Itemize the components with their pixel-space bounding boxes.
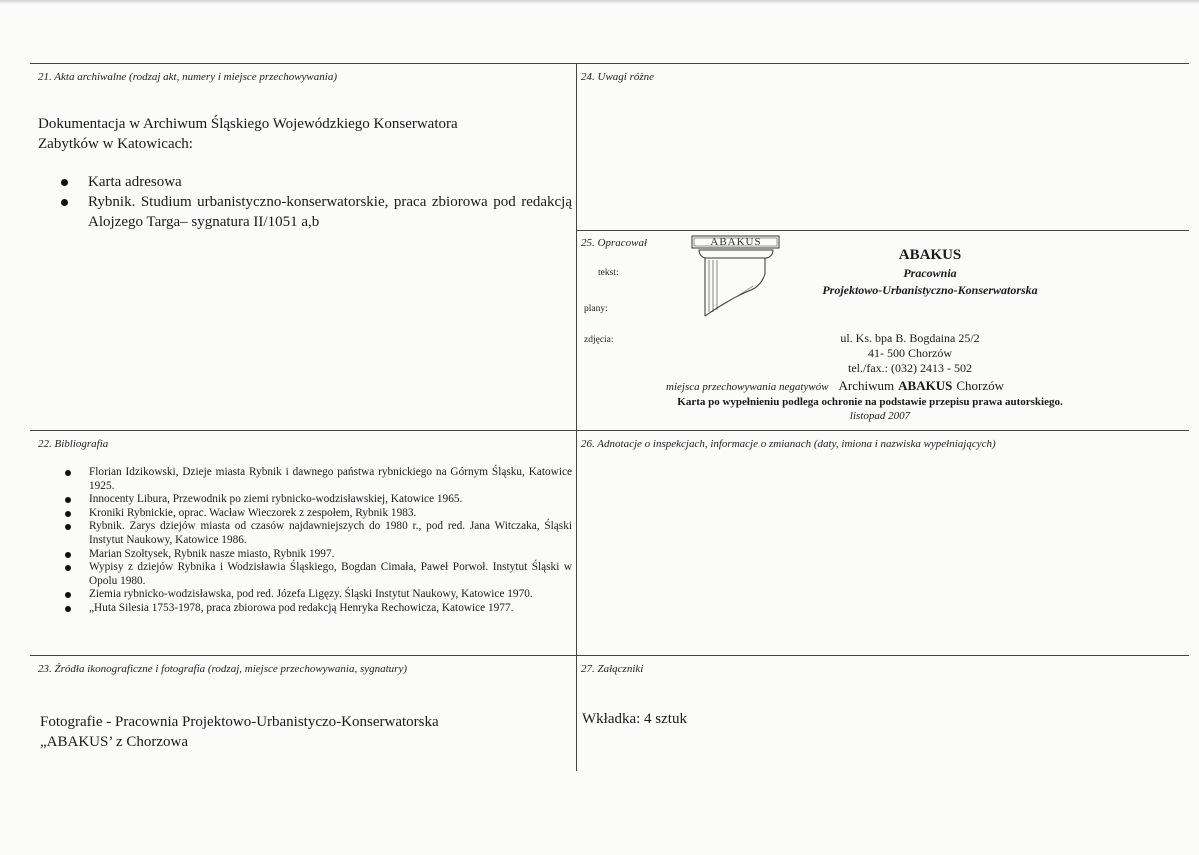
- org-name: ABAKUS: [898, 247, 962, 263]
- section-21-title: 21. Akta archiwalne (rodzaj akt, numery i miejsce przechowywania): [38, 71, 337, 83]
- bullet-icon: [65, 552, 71, 558]
- photo-sources-line-2: „ABAKUS’ z Chorzowa: [40, 734, 189, 750]
- list-item-text: Marian Szołtysek, Rybnik nasze miasto, Rybnik 1997.: [89, 547, 335, 560]
- list-item-text: Ziemia rybnicko-wodzisławska, pod red. Józefa Ligęzy. Śląski Instytut Naukowy, Katowice 1970.: [89, 588, 533, 601]
- section-23-title: 23. Źródła ikonograficzne i fotografia (rodzaj, miejsce przechowywania, sygnatury): [38, 663, 407, 675]
- section-26-title: 26. Adnotacje o inspekcjach, informacje o zmianach (daty, imiona i nazwiska wypełniających): [581, 438, 996, 450]
- section-27-title: 27. Załączniki: [581, 663, 644, 675]
- list-item-text: „Huta Silesia 1753-1978, praca zbiorowa pod redakcją Henryka Rechowicza, Katowice 1977.: [89, 601, 514, 614]
- list-item: [89, 548, 572, 562]
- list-item-text: Rybnik. Studium urbanistyczno-konserwatorskie, praca zbiorowa pod redakcją Alojzego Targa– sygnatura II/1051 a,b: [88, 194, 572, 230]
- rule-middle: [30, 430, 1189, 431]
- rule-lower: [30, 655, 1189, 656]
- label-tekst: tekst:: [598, 268, 619, 278]
- bullet-icon: [65, 524, 71, 530]
- section-21-list: [88, 172, 572, 232]
- label-plany: plany:: [584, 304, 608, 314]
- label-zdjecia: zdjęcia:: [584, 335, 614, 345]
- list-item-text: Florian Idzikowski, Dzieje miasta Rybnik i dawnego państwa rybnickiego na Górnym Śląsku, Katowice 1925.: [89, 466, 572, 492]
- list-item-text: Karta adresowa: [88, 174, 182, 190]
- bullet-icon: [65, 470, 71, 476]
- bibliography-list: [89, 466, 572, 616]
- list-item: [89, 588, 572, 602]
- rule-right-1: [576, 230, 1189, 231]
- photo-sources-line-1: Fotografie - Pracownia Projektowo-Urbanistyczo-Konserwatorska: [40, 714, 439, 730]
- section-24-title: 24. Uwagi różne: [581, 71, 655, 83]
- section-22-title: 22. Bibliografia: [38, 438, 109, 450]
- address-line-1: ul. Ks. bpa B. Bogdaina 25/2: [840, 331, 980, 345]
- negatives-label: miejsca przechowywania negatywów: [666, 381, 829, 393]
- list-item: [89, 561, 572, 588]
- address-line-3: tel./fax.: (032) 2413 - 502: [848, 361, 972, 375]
- list-item-text: Kroniki Rybnickie, oprac. Wacław Wieczorek z zespołem, Rybnik 1983.: [89, 506, 417, 519]
- bullet-icon: [65, 565, 71, 571]
- negatives-archive-city: Chorzów: [956, 378, 1005, 393]
- negatives-line: [666, 377, 1106, 395]
- section-25-title: 25. Opracował: [581, 237, 647, 249]
- list-item: [88, 192, 572, 232]
- copyright-note: Karta po wypełnieniu podlega ochronie na podstawie przepisu prawa autorskiego.: [677, 396, 1063, 408]
- list-item: [88, 172, 572, 192]
- rule-center: [576, 63, 577, 771]
- address-line-2: 41- 500 Chorzów: [868, 346, 952, 360]
- bullet-icon: [65, 606, 71, 612]
- negatives-archive: Archiwum: [838, 378, 895, 393]
- negatives-archive-name: ABAKUS: [898, 378, 953, 393]
- org-subtitle-1: Pracownia: [903, 266, 957, 280]
- bullet-icon: [65, 592, 71, 598]
- rule-top: [30, 63, 1189, 64]
- bullet-icon: [65, 497, 71, 503]
- logo-text: ABAKUS: [710, 236, 762, 248]
- org-subtitle-2: Projektowo-Urbanistyczno-Konserwatorska: [822, 283, 1038, 297]
- list-item: [89, 507, 572, 521]
- list-item: [89, 493, 572, 507]
- bullet-icon: [61, 179, 68, 186]
- attachments-value: Wkładka: 4 sztuk: [582, 711, 687, 727]
- bullet-icon: [65, 511, 71, 517]
- date-note: listopad 2007: [849, 410, 911, 422]
- list-item: [89, 602, 572, 616]
- list-item: [89, 466, 572, 493]
- list-item-text: Wypisy z dziejów Rybnika i Wodzisławia Śląskiego, Bogdan Cimała, Paweł Porwoł. Instytut Śląski w Opolu 1980.: [89, 561, 572, 587]
- scan-edge: [0, 0, 1199, 4]
- bullet-icon: [61, 199, 68, 206]
- section-21-intro: Dokumentacja w Archiwum Śląskiego Wojewódzkiego Konserwatora Zabytków w Katowicach:: [38, 116, 458, 152]
- list-item-text: Innocenty Libura, Przewodnik po ziemi rybnicko-wodzisławskiej, Katowice 1965.: [89, 493, 463, 506]
- list-item-text: Rybnik. Zarys dziejów miasta od czasów najdawniejszych do 1980 r., pod red. Jana Witczaka, Śląski Instytut Naukowy, Katowice 1986.: [89, 520, 572, 546]
- list-item: [89, 520, 572, 547]
